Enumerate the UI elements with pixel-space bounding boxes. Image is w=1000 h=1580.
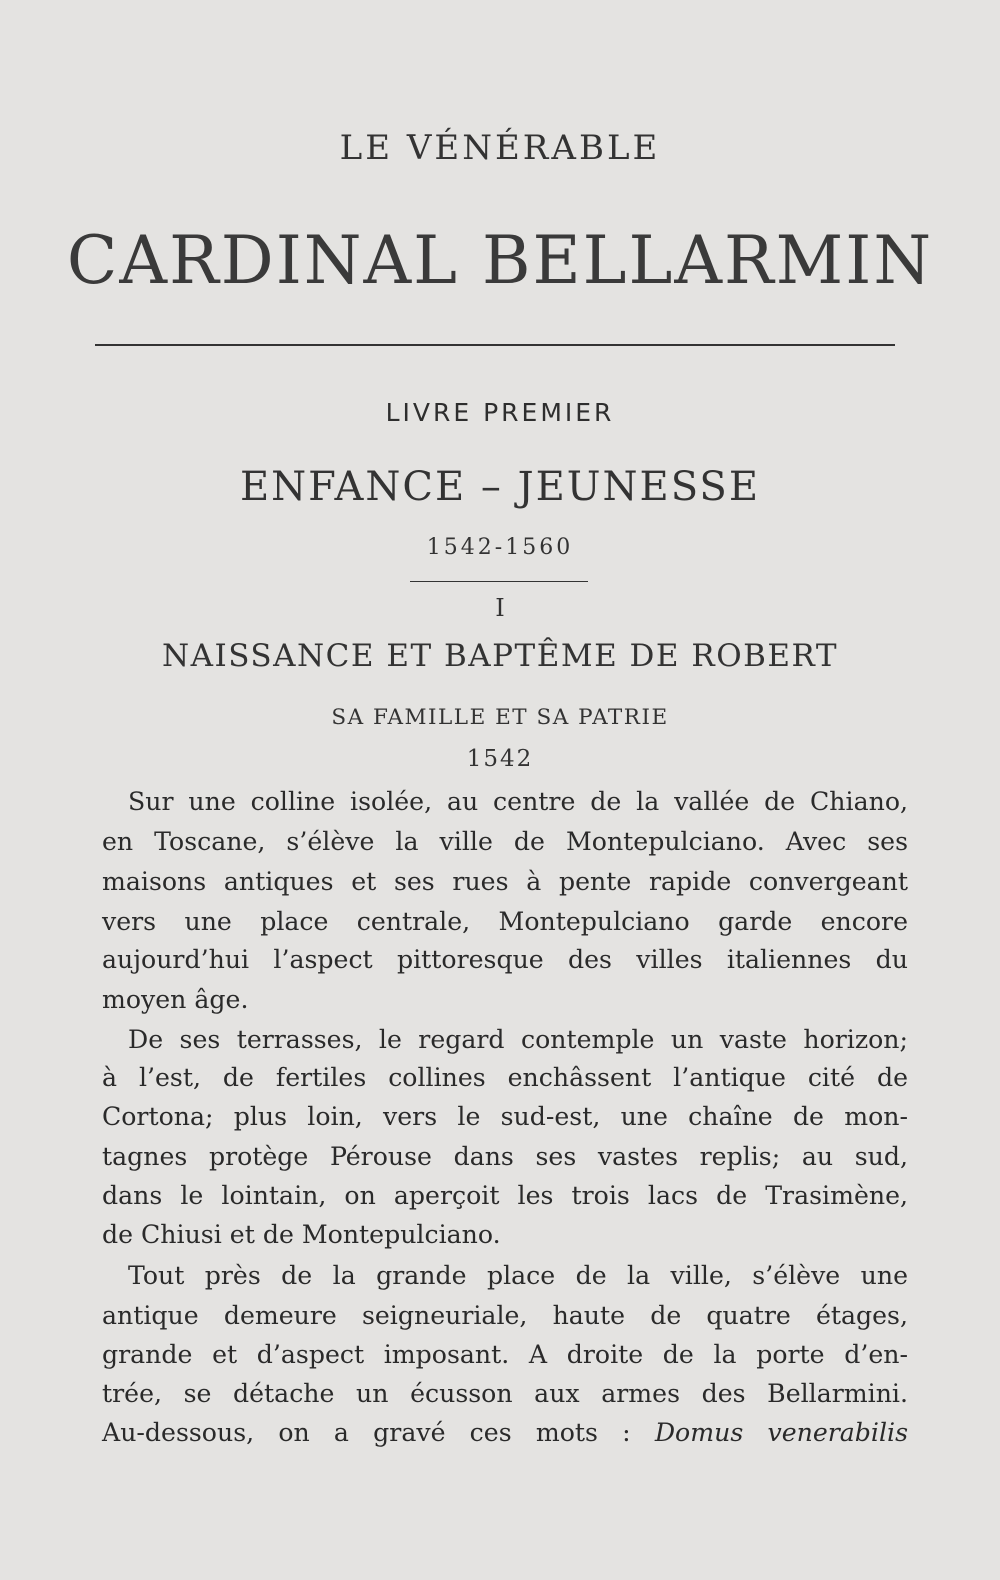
text-line: Cortona; plus loin, vers le sud-est, une chaîne de mon- — [102, 1102, 908, 1131]
text-line-with-italic — [102, 1413, 908, 1453]
book-part-dates: 1542-1560 — [426, 535, 574, 560]
text-line: de Chiusi et de Montepulciano. — [102, 1220, 501, 1249]
pre-title: LE VÉNÉRABLE — [339, 128, 661, 168]
book-part-label: LIVRE PREMIER — [385, 398, 615, 427]
section-divider — [410, 581, 588, 582]
text-line: aujourd’hui l’aspect pittoresque des villes italiennes du — [102, 945, 908, 974]
book-main-title: CARDINAL BELLARMIN — [66, 222, 934, 299]
chapter-number: I — [495, 594, 505, 622]
book-part-title: ENFANCE – JEUNESSE — [239, 464, 761, 510]
chapter-subtitle: SA FAMILLE ET SA PATRIE — [331, 705, 669, 730]
text-line: De ses terrasses, le regard contemple un vaste horizon; — [128, 1025, 908, 1054]
italic-latin-phrase: Domus venerabilis — [654, 1418, 908, 1447]
text-line: moyen âge. — [102, 985, 249, 1014]
text-line: grande et d’aspect imposant. A droite de la porte d’en- — [102, 1340, 908, 1369]
text-line: en Toscane, s’élève la ville de Montepulciano. Avec ses — [102, 827, 908, 856]
text-line: antique demeure seigneuriale, haute de quatre étages, — [102, 1301, 908, 1330]
text-line: tagnes protège Pérouse dans ses vastes replis; au sud, — [102, 1142, 908, 1171]
text-line: à l’est, de fertiles collines enchâssent l’antique cité de — [102, 1063, 908, 1092]
text-line: maisons antiques et ses rues à pente rapide convergeant — [102, 867, 908, 896]
chapter-year: 1542 — [466, 746, 534, 772]
text-line: vers une place centrale, Montepulciano garde encore — [102, 907, 908, 936]
text-line: Tout près de la grande place de la ville, s’élève une — [128, 1261, 908, 1290]
text-line-plain: Au-dessous, on a gravé ces mots : — [102, 1418, 631, 1447]
text-line: dans le lointain, on aperçoit les trois lacs de Trasimène, — [102, 1181, 908, 1210]
title-divider — [95, 344, 895, 346]
text-line: trée, se détache un écusson aux armes des Bellarmini. — [102, 1379, 908, 1408]
text-line: Sur une colline isolée, au centre de la vallée de Chiano, — [128, 787, 908, 816]
chapter-title: NAISSANCE ET BAPTÊME DE ROBERT — [161, 638, 839, 674]
